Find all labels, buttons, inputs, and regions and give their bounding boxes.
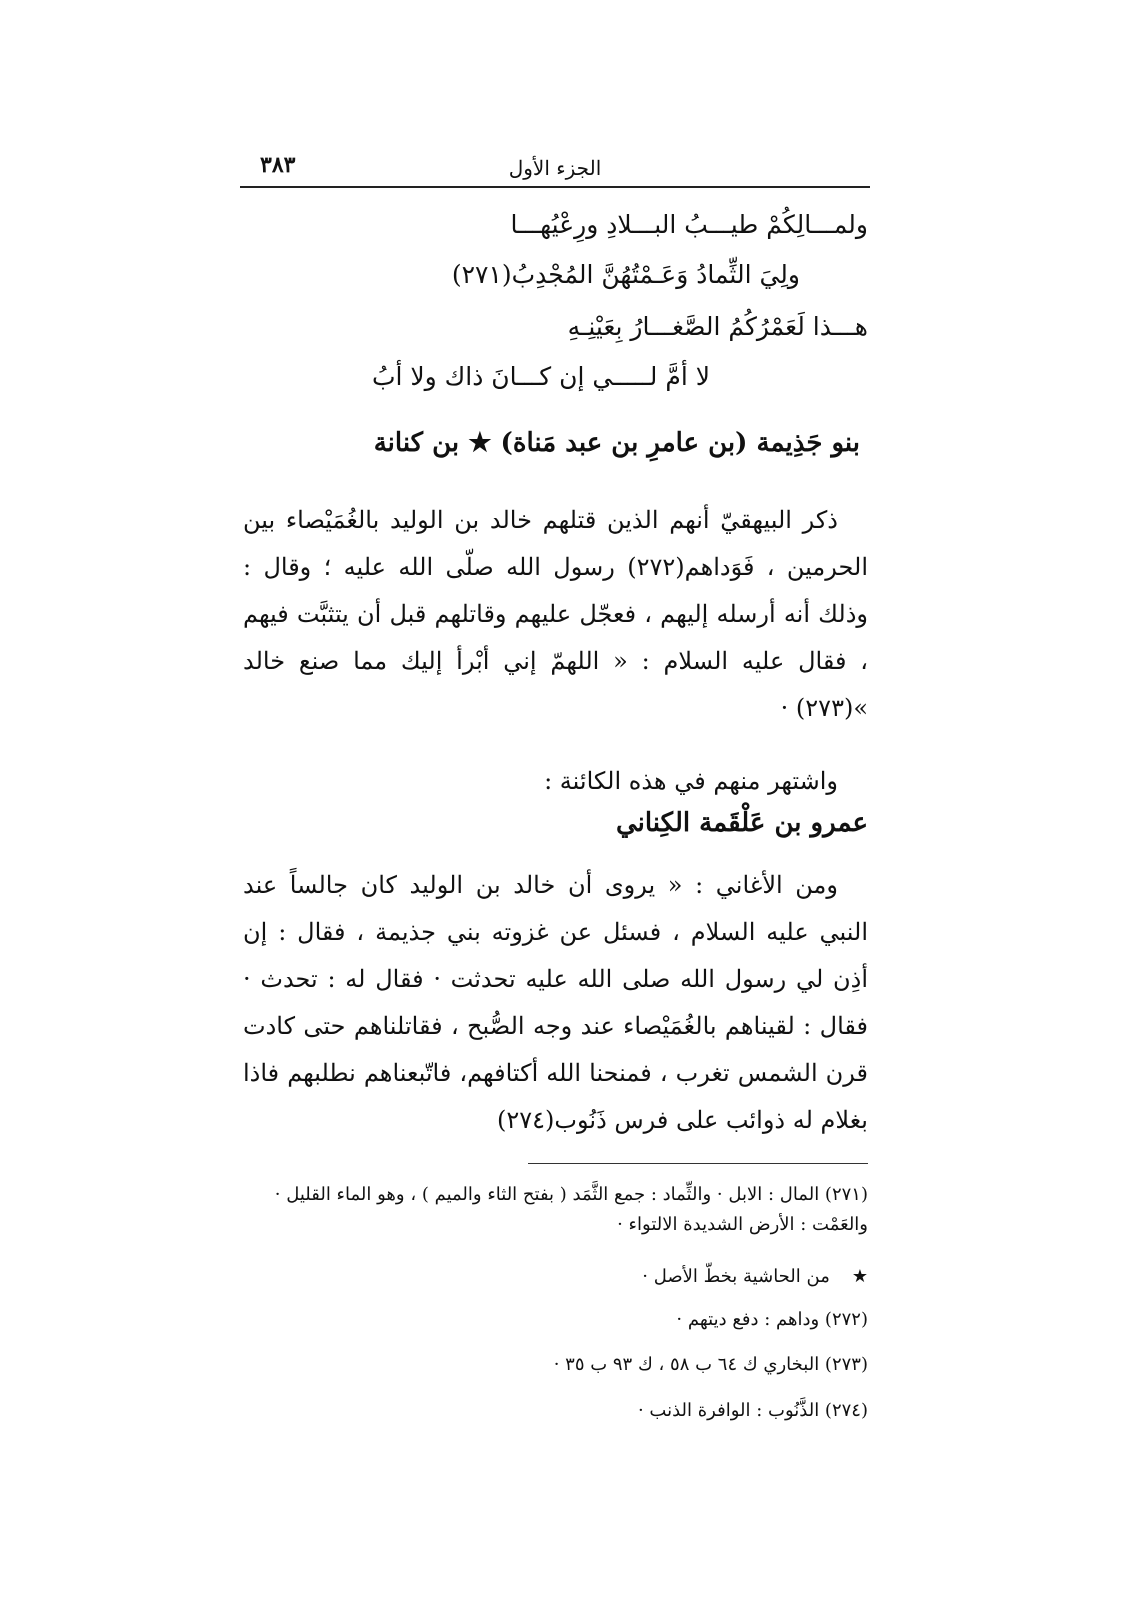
section-heading: بنو جَذِيمة (بن عامرِ بن عبد مَناة) ★ بن كنانة <box>373 428 860 458</box>
verse-line-2: ولِيَ الثِّمادُ وَعَـمْتُهُنَّ المُجْدِبُ(٢٧١) <box>451 260 800 289</box>
footnote-divider <box>528 1163 868 1164</box>
verse-line-4: لا أمَّ لـــــي إن كـــانَ ذاك ولا أبُ <box>371 362 710 391</box>
paragraph-intro: واشتهر منهم في هذه الكائنة : <box>544 767 838 795</box>
footnote-star-text: من الحاشية بخطّ الأصل · <box>642 1266 830 1287</box>
star-icon: ★ <box>851 1266 868 1287</box>
running-header <box>240 152 870 188</box>
paragraph-aghani: ومن الأغاني : « يروى أن خالد بن الوليد كان جالساً عند النبي عليه السلام ، فسئل عن غزوته بني جذيمة ، فقال : إن أذِن لي رسول الله صلى الله عليه تحدثت · فقال له : تحدث · فقال : لقيناهم بالغُمَيْصاء عند وجه الصُّبح ، فقاتلناهم حتى كادت قرن الشمس تغرب ، فمنحنا الله أكتافهم، فاتّبعناهم نطلبهم فاذا بغلام له ذوائب على فرس ذَنُوب(٢٧٤) <box>243 871 868 1134</box>
verse-line-1: ولمـــالِكُمْ طيـــبُ البـــلادِ ورِعْيُهـــا <box>510 210 868 239</box>
footnote-273: (٢٧٣) البخاري ك ٦٤ ب ٥٨ ، ك ٩٣ ب ٣٥ · <box>553 1354 868 1375</box>
footnote-271: (٢٧١) المال : الابل · والثِّماد : جمع الثَّمَد ( بفتح الثاء والميم ) ، وهو الماء القليل · والعَمْت : الأرض الشديدة الالتواء · <box>274 1184 868 1235</box>
running-title: الجزء الأول <box>508 156 602 180</box>
subheading-amr: عمرو بن عَلْقَمة الكِناني <box>615 808 868 838</box>
verse-line-3: هـــذا لَعَمْرُكُمُ الصَّغـــارُ بِعَيْنِـهِ <box>567 312 868 341</box>
footnote-274: (٢٧٤) الذَّنُوب : الوافرة الذنب · <box>637 1400 868 1421</box>
paragraph-bayhaqi: ذكر البيهقيّ أنهم الذين قتلهم خالد بن الوليد بالغُمَيْصاء بين الحرمين ، فَوَداهم(٢٧٢) رسول الله صلّى الله عليه ؛ وقال : وذلك أنه أرسله إليهم ، فعجّل عليهم وقاتلهم قبل أن يتثبَّت فيهم ، فقال عليه السلام : « اللهمّ إني أبْرأ إليك مما صنع خالد »(٢٧٣) · <box>243 506 868 722</box>
footnote-star <box>248 1262 868 1292</box>
page-number: ٣٨٣ <box>260 152 296 178</box>
footnote-272: (٢٧٢) وداهم : دفع ديتهم · <box>676 1309 868 1330</box>
